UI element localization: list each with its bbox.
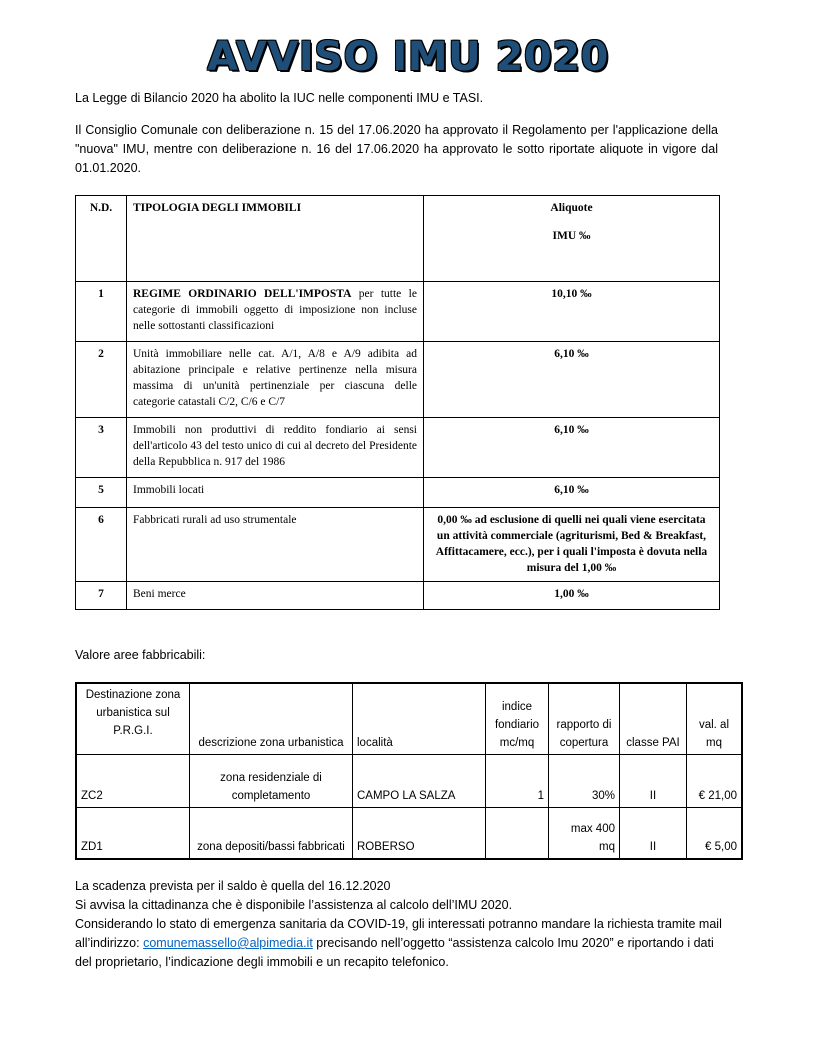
header-rapporto: rapporto di copertura xyxy=(549,683,620,755)
table-row xyxy=(76,282,720,342)
table-row xyxy=(76,582,720,610)
footer-richiesta-pre: Considerando lo stato di emergenza sanitaria da COVID-19, gli interessati potranno mandare la richiesta tramite mail all’indirizzo: xyxy=(75,917,722,950)
row-tipologia: Immobili locati xyxy=(127,478,424,508)
intro-paragraph-2: Il Consiglio Comunale con deliberazione n. 15 del 17.06.2020 ha approvato il Regolamento per l'applicazione della "nuova" IMU, mentre con deliberazione n. 16 del 17.06.2020 ha approvato le sotto riportate aliquote in vigore dal 01.01.2020. xyxy=(75,123,718,175)
cell-rapporto: 30% xyxy=(549,755,620,808)
aliquote-table xyxy=(75,195,720,610)
row-aliquota: 6,10 ‰ xyxy=(424,478,720,508)
row-nd: 1 xyxy=(76,282,127,342)
cell-localita: CAMPO LA SALZA xyxy=(353,755,486,808)
intro-paragraph-1: La Legge di Bilancio 2020 ha abolito la IUC nelle componenti IMU e TASI. xyxy=(75,91,484,105)
header-descrizione: descrizione zona urbanistica xyxy=(190,683,353,755)
cell-indice xyxy=(486,808,549,860)
table-header-row xyxy=(76,683,742,755)
cell-destinazione: ZC2 xyxy=(76,755,190,808)
footer-notes xyxy=(75,877,725,972)
table-row xyxy=(76,342,720,418)
row-aliquota: 6,10 ‰ xyxy=(424,418,720,478)
email-link[interactable]: comunemassello@alpimedia.it xyxy=(143,936,313,950)
row-tipologia: Beni merce xyxy=(127,582,424,610)
cell-localita: ROBERSO xyxy=(353,808,486,860)
table-row xyxy=(76,478,720,508)
cell-destinazione: ZD1 xyxy=(76,808,190,860)
header-classe: classe PAI xyxy=(620,683,687,755)
cell-valore: € 5,00 xyxy=(687,808,743,860)
row-aliquota: 10,10 ‰ xyxy=(424,282,720,342)
header-aliquote-label: Aliquote xyxy=(550,202,593,214)
row-tipologia xyxy=(127,282,424,342)
row-aliquota: 1,00 ‰ xyxy=(424,582,720,610)
header-imu-label: IMU ‰ xyxy=(552,230,591,242)
table-row xyxy=(76,418,720,478)
footer-richiesta xyxy=(75,915,725,972)
row-nd: 7 xyxy=(76,582,127,610)
table-row xyxy=(76,755,742,808)
cell-classe: II xyxy=(620,808,687,860)
valore-aree-label: Valore aree fabbricabili: xyxy=(75,648,206,662)
table-row xyxy=(76,808,742,860)
header-tipologia: TIPOLOGIA DEGLI IMMOBILI xyxy=(127,196,424,282)
row-aliquota: 6,10 ‰ xyxy=(424,342,720,418)
footer-assistenza: Si avvisa la cittadinanza che è disponibile l’assistenza al calcolo dell’IMU 2020. xyxy=(75,898,513,912)
row-tipologia: Fabbricati rurali ad uso strumentale xyxy=(127,508,424,582)
cell-classe: II xyxy=(620,755,687,808)
footer-richiesta-post: precisando nell’oggetto “assistenza calcolo Imu 2020” e riportando i dati del proprietario, l’indicazione degli immobili e un recapito telefonico. xyxy=(75,936,714,969)
aree-table xyxy=(75,682,743,860)
page-title: AVVISO IMU 2020 xyxy=(207,34,609,80)
header-indice: indice fondiario mc/mq xyxy=(486,683,549,755)
cell-indice: 1 xyxy=(486,755,549,808)
header-localita: località xyxy=(353,683,486,755)
cell-rapporto: max 400 mq xyxy=(549,808,620,860)
row-nd: 5 xyxy=(76,478,127,508)
row-aliquota: 0,00 ‰ ad esclusione di quelli nei quali viene esercitata un attività commerciale (agriturismi, Bed & Breakfast, Affittacamere, ecc.), per i quali l'imposta è dovuta nella misura del 1,00 ‰ xyxy=(424,508,720,582)
row-nd: 2 xyxy=(76,342,127,418)
row-tipologia-text: per tutte le categorie di immobili oggetto di imposizione non incluse nelle sottostanti classificazioni xyxy=(133,288,417,332)
row-nd: 6 xyxy=(76,508,127,582)
row-nd: 3 xyxy=(76,418,127,478)
cell-descrizione: zona residenziale di completamento xyxy=(190,755,353,808)
row-tipologia-bold: REGIME ORDINARIO DELL'IMPOSTA xyxy=(133,288,352,300)
header-nd: N.D. xyxy=(76,196,127,282)
row-tipologia: Unità immobiliare nelle cat. A/1, A/8 e A/9 adibita ad abitazione principale e relative pertinenze nella misura massima di un'unità pertinenziale per ciascuna delle categorie catastali C/2, C/6 e C/7 xyxy=(127,342,424,418)
header-destinazione: Destinazione zona urbanistica sul P.R.G.I. xyxy=(76,683,190,755)
cell-descrizione: zona depositi/bassi fabbricati xyxy=(190,808,353,860)
row-tipologia: Immobili non produttivi di reddito fondiario ai sensi dell'articolo 43 del testo unico di cui al decreto del Presidente della Repubblica n. 917 del 1986 xyxy=(127,418,424,478)
table-row xyxy=(76,508,720,582)
table-header-row xyxy=(76,196,720,282)
header-aliquote xyxy=(424,196,720,282)
footer-scadenza: La scadenza prevista per il saldo è quella del 16.12.2020 xyxy=(75,879,391,893)
header-valore: val. al mq xyxy=(687,683,743,755)
cell-valore: € 21,00 xyxy=(687,755,743,808)
